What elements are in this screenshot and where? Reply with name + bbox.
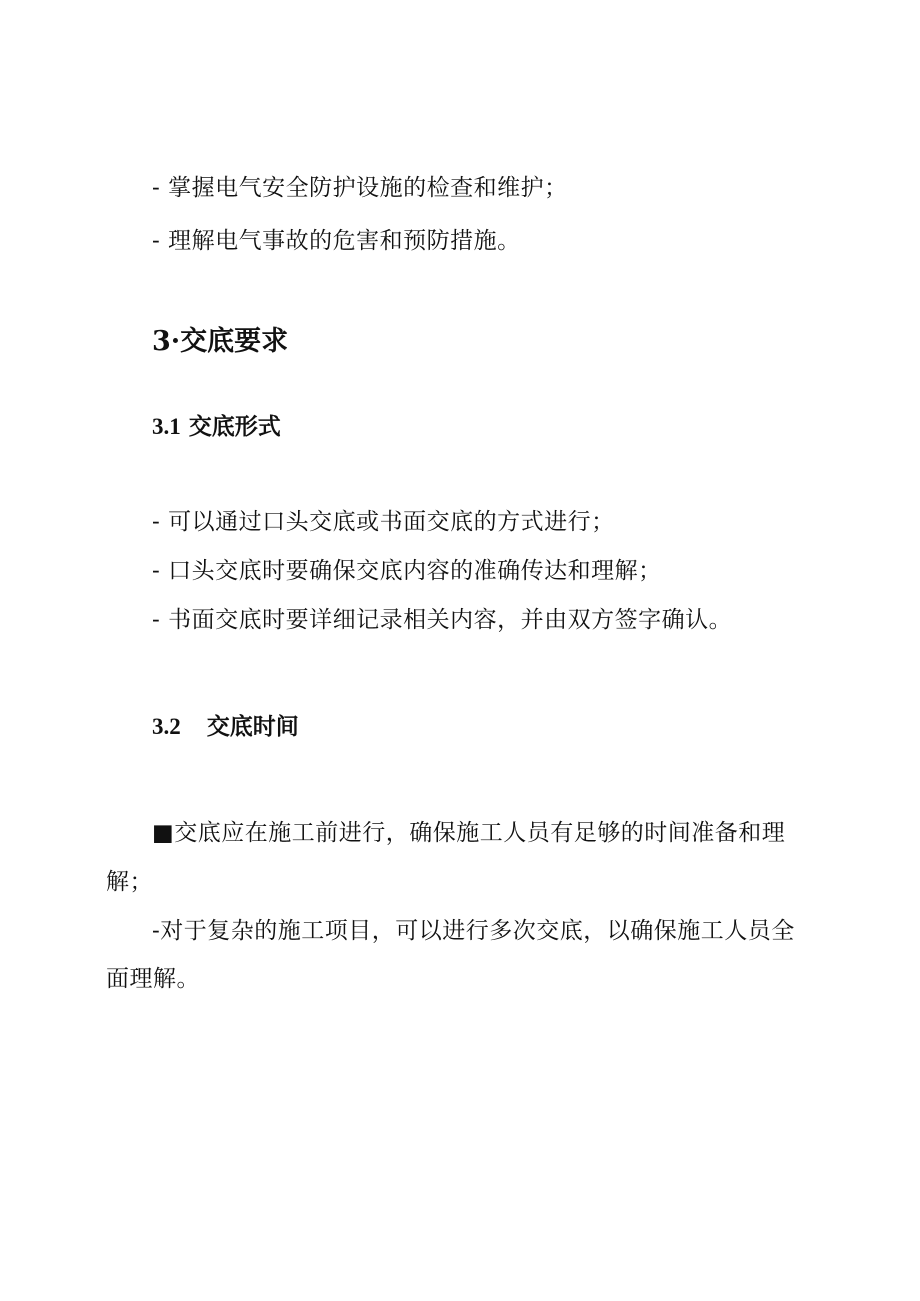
paragraph-line: 解； (106, 869, 153, 895)
section-heading: 3·交底要求 (152, 326, 289, 357)
subsection-title: 交底形式 (188, 413, 281, 440)
list-item: - 理解电气事故的危害和预防措施。 (152, 228, 521, 254)
subsection-number: 3.2 (152, 714, 181, 739)
subsection-number: 3.1 (152, 414, 181, 439)
paragraph-line: -对于复杂的施工项目，可以进行多次交底，以确保施工人员全 (152, 918, 795, 944)
subsection-heading (152, 412, 281, 442)
list-item: - 口头交底时要确保交底内容的准确传达和理解； (152, 558, 662, 584)
list-item: - 可以通过口头交底或书面交底的方式进行； (152, 509, 615, 535)
list-item: - 书面交底时要详细记录相关内容，并由双方签字确认。 (152, 607, 733, 633)
subsection-heading (152, 712, 299, 742)
paragraph-line: 面理解。 (106, 966, 200, 992)
paragraph-line: ■交底应在施工前进行，确保施工人员有足够的时间准备和理 (152, 820, 786, 846)
subsection-title: 交底时间 (206, 713, 299, 740)
list-item: - 掌握电气安全防护设施的检查和维护； (152, 175, 568, 201)
